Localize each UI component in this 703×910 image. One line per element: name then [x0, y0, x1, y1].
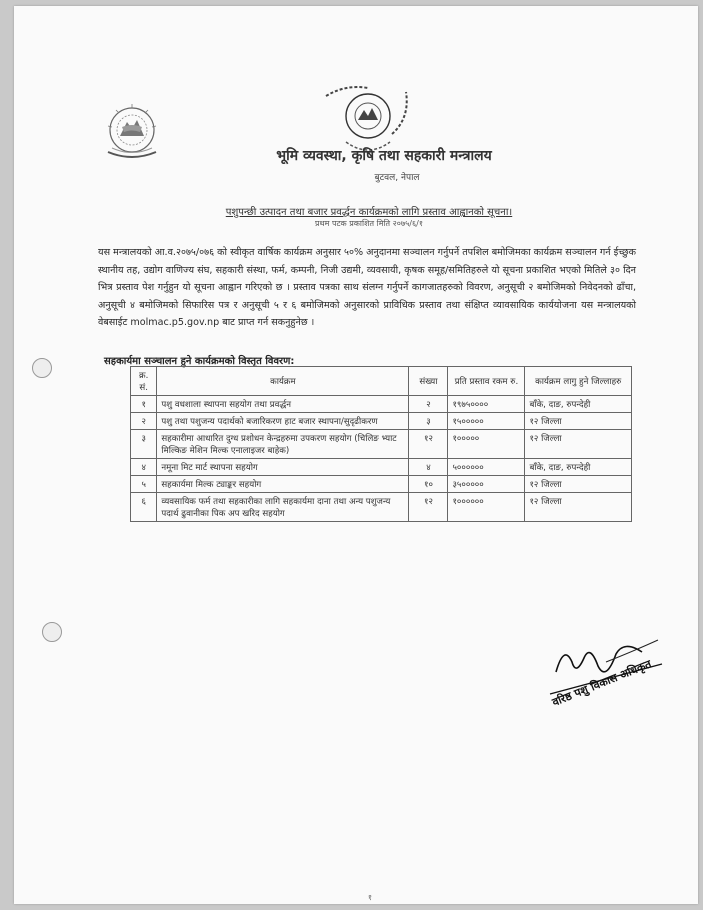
cell-amount: १०००००: [448, 430, 525, 459]
cell-districts: बाँके, दाङ, रुपन्देही: [525, 396, 632, 413]
cell-count: ३: [409, 413, 448, 430]
cell-amount: १९७५००००: [448, 396, 525, 413]
header-districts: कार्यक्रम लागु हुने जिल्लाहरु: [525, 367, 632, 396]
table-row: [131, 396, 632, 413]
cell-serial-number: ६: [131, 493, 157, 522]
document-page: [14, 6, 698, 904]
header-amount: प्रति प्रस्ताव रकम रु.: [448, 367, 525, 396]
publication-date: प्रथम पटक प्रकाशित मिति २०७५/६/१: [314, 219, 424, 228]
ministry-address: बुटवल, नेपाल: [374, 173, 420, 183]
section-heading: सहकार्यमा सञ्चालन हुने कार्यक्रमको विस्तृत विवरण:: [104, 356, 295, 367]
cell-districts: १२ जिल्ला: [525, 476, 632, 493]
cell-program: नमूना मिट मार्ट स्थापना सहयोग: [157, 459, 409, 476]
cell-amount: १००००००: [448, 493, 525, 522]
header-program: कार्यक्रम: [157, 367, 409, 396]
header-count: संख्या: [409, 367, 448, 396]
cell-program: पशु तथा पशुजन्य पदार्थको बजारिकरण हाट बजार स्थापना/सुदृढीकरण: [157, 413, 409, 430]
table-row: [131, 493, 632, 522]
cell-amount: १५०००००: [448, 413, 525, 430]
cell-districts: बाँके, दाङ, रुपन्देही: [525, 459, 632, 476]
table-row: [131, 430, 632, 459]
signatory-title-stamp: वरिष्ठ पशु विकास अधिकृत: [550, 657, 654, 709]
cell-count: १२: [409, 430, 448, 459]
cell-program: व्यवसायिक फर्म तथा सहकारीका लागि सहकार्यमा दाना तथा अन्य पशुजन्य पदार्थ ढुवानीका पिक अप खरिद सहयोग: [157, 493, 409, 522]
cell-count: २: [409, 396, 448, 413]
notice-title: पशुपन्छी उत्पादन तथा बजार प्रवर्द्धन कार्यक्रमको लागि प्रस्ताव आह्वानको सूचना।: [225, 207, 513, 218]
page-number: १: [367, 893, 373, 902]
cell-amount: ३५०००००: [448, 476, 525, 493]
national-emblem-icon: [96, 96, 168, 168]
cell-count: १०: [409, 476, 448, 493]
cell-districts: १२ जिल्ला: [525, 493, 632, 522]
program-details-table: [130, 366, 632, 522]
cell-serial-number: १: [131, 396, 157, 413]
punch-hole: [42, 622, 62, 642]
ministry-name: भूमि व्यवस्था, कृषि तथा सहकारी मन्त्रालय: [276, 148, 492, 164]
cell-program: सहकारीमा आधारित दुग्ध प्रशोधन केन्द्रहरुमा उपकरण सहयोग (चिलिङ भ्याट मिल्किङ मेशिन मिल्क एनालाइजर बाहेक): [157, 430, 409, 459]
cell-program: सहकार्यमा मिल्क ट्याङ्कर सहयोग: [157, 476, 409, 493]
header-serial-number: क्र. सं.: [131, 367, 157, 396]
cell-amount: ५००००००: [448, 459, 525, 476]
table-row: [131, 476, 632, 493]
punch-hole: [32, 358, 52, 378]
notice-body: यस मन्त्रालयको आ.व.२०७५/०७६ को स्वीकृत वार्षिक कार्यक्रम अनुसार ५०% अनुदानमा सञ्चालन गर्नुपर्ने तपशिल बमोजिमका कार्यक्रम सञ्चालन गर्न ईच्छुक स्थानीय तह, उद्योग वाणिज्य संघ, सहकारी संस्था, फर्म, कम्पनी, निजी उद्यमी, व्यवसायी, कृषक समूह/समितिहरुले यो सूचना प्रकाशित भएको मितिले ३० दिन भित्र प्रस्ताव पेश गर्नुहुन यो सूचना आह्वान गरिएको छ । प्रस्ताव पत्रका साथ संलग्न गर्नुपर्ने कागजातहरुको विवरण, अनुसूची २ बमोजिमको निवेदनको ढाँचा, अनुसूची ४ बमोजिमको सिफारिस पत्र र अनुसूची ५ र ६ बमोजिमको अनुसारको प्राविधिक प्रस्ताव तथा संक्षिप्त व्यावसायिक कार्ययोजना यस मन्त्रालयको वेबसाईट molmac.p5.gov.np बाट प्राप्त गर्न सकनुहुनेछ ।: [98, 247, 636, 329]
cell-serial-number: ३: [131, 430, 157, 459]
cell-serial-number: ४: [131, 459, 157, 476]
cell-count: १२: [409, 493, 448, 522]
table-header-row: [131, 367, 632, 396]
cell-program: पशु वधशाला स्थापना सहयोग तथा प्रवर्द्धन: [157, 396, 409, 413]
table-row: [131, 413, 632, 430]
table-row: [131, 459, 632, 476]
cell-serial-number: ५: [131, 476, 157, 493]
cell-districts: १२ जिल्ला: [525, 430, 632, 459]
cell-count: ४: [409, 459, 448, 476]
cell-serial-number: २: [131, 413, 157, 430]
cell-districts: १२ जिल्ला: [525, 413, 632, 430]
